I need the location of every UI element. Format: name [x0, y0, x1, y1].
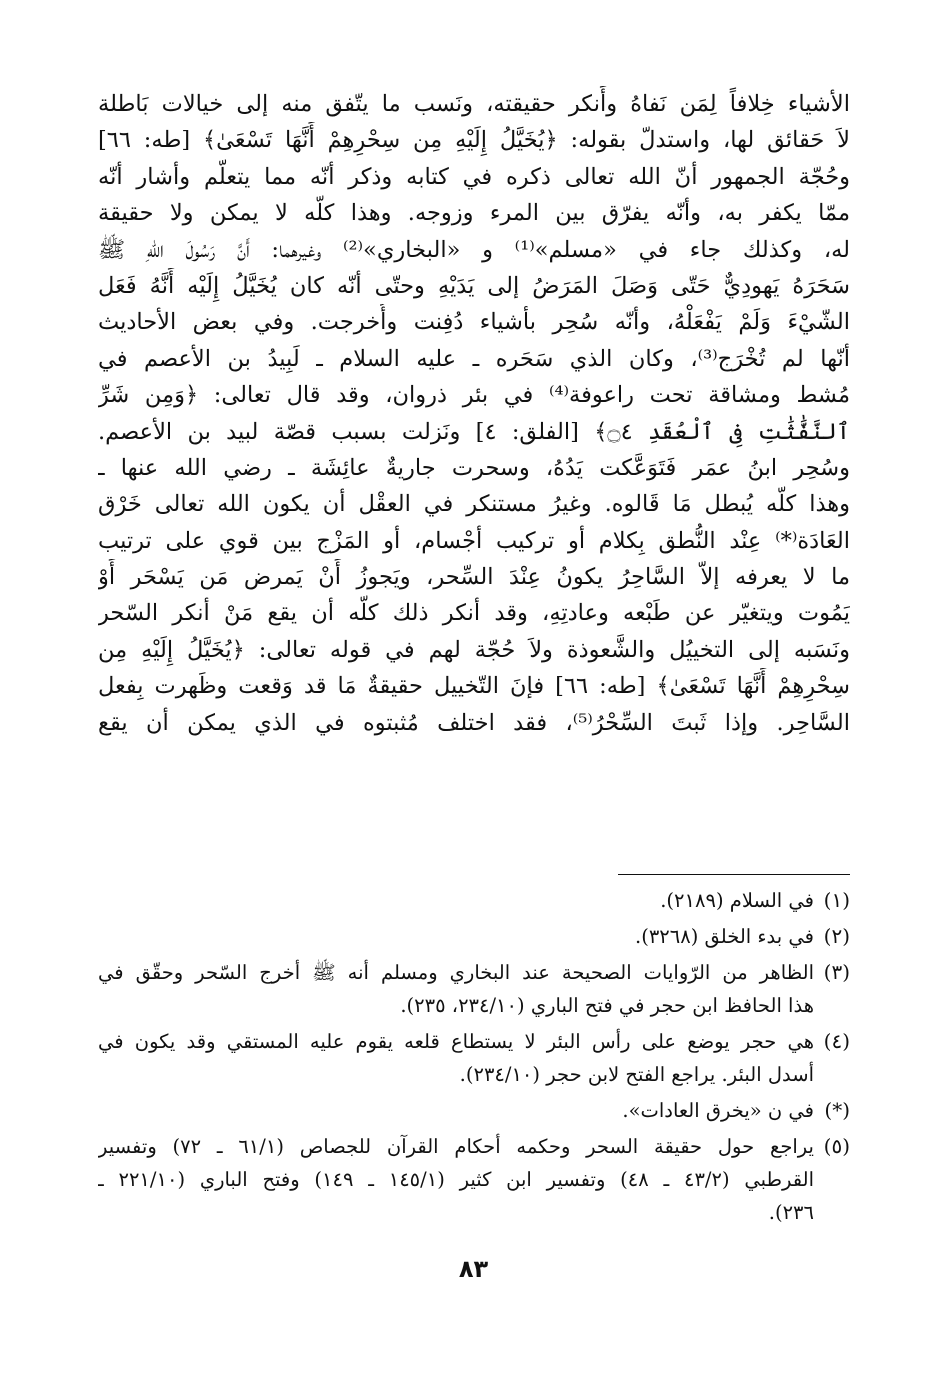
footnote-3 [98, 956, 850, 1022]
text-line: الشّيْءَ وَلَمْ يَفْعَلْهُ، وأنّه سُحِر بأشياء دُفِنت وأُخرجت. وفي بعض الأحاديث [98, 309, 850, 336]
footnote-text [98, 1130, 814, 1229]
footnote-2 [98, 920, 850, 953]
footnote-text [98, 884, 814, 917]
text-line: العَادَة⁽*⁾ عِنْد النُّطق بِكلام أو تركيب أجْسام، أو المَزْج بين قوي على ترتيب [98, 527, 850, 554]
text-line: أنّها لم تُخْرَج⁽³⁾، وكان الذي سَحَره ـ عليه السلام ـ لَبِيدُ بن الأعصم في [98, 345, 850, 372]
footnote-marker: (٥) [823, 1134, 850, 1158]
footnote-star [98, 1094, 850, 1127]
text-line: مُشط ومشاقة تحت راعوفة⁽⁴⁾ في بئر ذروان، وقد قال تعالى: ﴿وَمِن شَرِّ [98, 382, 850, 409]
footnote-text [98, 1025, 814, 1091]
text-line: له، وكذلك جاء في «مسلم»⁽¹⁾ و «البخاري»⁽²⁾ وغيرهما: أَنَّ رَسُولَ اللّهِ ﷺ [98, 236, 850, 263]
footnote-line: هذا الحافظ ابن حجر في فتح الباري (٢٣٤/١٠، ٢٣٥). [400, 994, 814, 1017]
footnote-line: يراجع حول حقيقة السحر وحكمه أحكام القرآن للجصاص (٦١/١ ـ ٧٢) وتفسير [98, 1135, 814, 1158]
footnote-line: هي حجر يوضع على رأس البئر لا يستطاع قلعه يقوم عليه المستقي وقد يكون في [98, 1030, 814, 1053]
text-line: ما لا يعرفه إلاّ السَّاحِرُ يكونُ عِنْدَ السِّحر، ويَجوزُ أَنْ يَمرض مَن يَسْحَر أَوْ [98, 564, 850, 591]
text-line: ممّا يكفر به، وأنّه يفرّق بين المرء وزوجه. وهذا كلّه لا يمكن ولا حقيقة [98, 200, 850, 227]
footnote-text [98, 1094, 814, 1127]
page-number: ٨٣ [458, 1255, 489, 1283]
footnote-line: القرطبي (٤٣/٢ ـ ٤٨) وتفسير ابن كثير (١٤٥/١ ـ ١٤٩) وفتح الباري (٢٢١/١٠ ـ [98, 1168, 814, 1191]
footnote-line: في بدء الخلق (٣٢٦٨). [635, 925, 814, 948]
footnote-5 [98, 1130, 850, 1229]
footnote-marker: (٢) [823, 924, 850, 948]
footnote-separator [618, 874, 850, 875]
footnote-text [98, 956, 814, 1022]
footnote-line: أسدل البئر. يراجع الفتح لابن حجر (٢٣٤/١٠). [459, 1063, 814, 1086]
text-line: ٱلنَّفَّٰثَٰتِ فِى ٱلْعُقَدِ ۝٤﴾ [الفلق: ٤] ونَزلت بسبب قصّة لبيد بن الأعصم. [98, 418, 850, 445]
text-line: يَمُوت ويتغيّر عن طَبْعه وعادتِهِ، وقد أنكر ذلك كلّه أن يقع مَنْ أنكر السّحر [98, 600, 850, 627]
text-line: وحُجّة الجمهور أنّ الله تعالى ذكره في كتابه وذكر أنّه مما يتعلّم وأشار أنّه [98, 163, 850, 190]
text-line: سِحْرِهِمْ أَنَّهَا تَسْعَىٰ﴾ [طه: ٦٦] فإنَ التّخييل حقيقةٌ مَا قد وَقعت وظَهرت بِفعل [98, 673, 850, 700]
footnote-marker: (*) [824, 1098, 850, 1122]
text-line: الأشياء خِلافاً لِمَن نَفاهُ وأَنكر حقيقته، ونَسب ما يتّفق منه إلى خيالات بَاطلة [98, 91, 850, 117]
footnote-line: في السلام (٢١٨٩). [660, 889, 814, 912]
text-line: وسُحِر ابنُ عمَر فَتَوَعَّكت يَدُهُ، وسحرت جاريةٌ عائِشَة ـ رضي الله عنها ـ [98, 454, 850, 481]
text-line: لاَ حَقائق لها، واستدلّ بقوله: ﴿يُخَيَّلُ إِلَيْهِ مِن سِحْرِهِمْ أَنَّهَا تَسْعَىٰ﴾ [طه: ٦٦] [98, 127, 850, 154]
footnote-line: ٢٣٦). [768, 1201, 814, 1224]
text-line: السَّاحِر. وإذا ثَبتَ السِّحْرُ⁽⁵⁾، فقد اختلف مُثبتوه في الذي يمكن أن يقع [98, 709, 850, 736]
text-line: سَحَرَهُ يَهودِيٌّ حَتّى وَصَلَ المَرَضُ إلى يَدَيْهِ وحتّى أنّه كان يُخَيَّلُ إِلَيْه أَنَّهُ فَعَل [98, 272, 850, 299]
footnote-line: الظاهر من الرّوايات الصحيحة عند البخاري ومسلم أنه ﷺ أخرج السّحر وحقّق في [98, 961, 814, 984]
footnote-4 [98, 1025, 850, 1091]
text-line: ونَسَبه إلى التخييُل والشَّعوذة ولاَ حُجّة لهم في قوله تعالى: ﴿يُخَيَّلُ إِلَيْهِ مِن [98, 636, 850, 663]
main-text [98, 86, 850, 741]
text-line: وهذا كلّه يُبطل مَا قَالوه. وغيرُ مستنكر في العقْل أن يكون الله تعالى خَرْق [98, 491, 850, 518]
footnote-line: في ن «يخرق العادات». [622, 1099, 814, 1122]
footnote-marker: (٣) [823, 960, 850, 984]
footnote-marker: (٤) [823, 1029, 850, 1053]
footnotes [98, 884, 850, 1232]
footnote-1 [98, 884, 850, 917]
footnote-text [98, 920, 814, 953]
footnote-marker: (١) [823, 888, 850, 912]
